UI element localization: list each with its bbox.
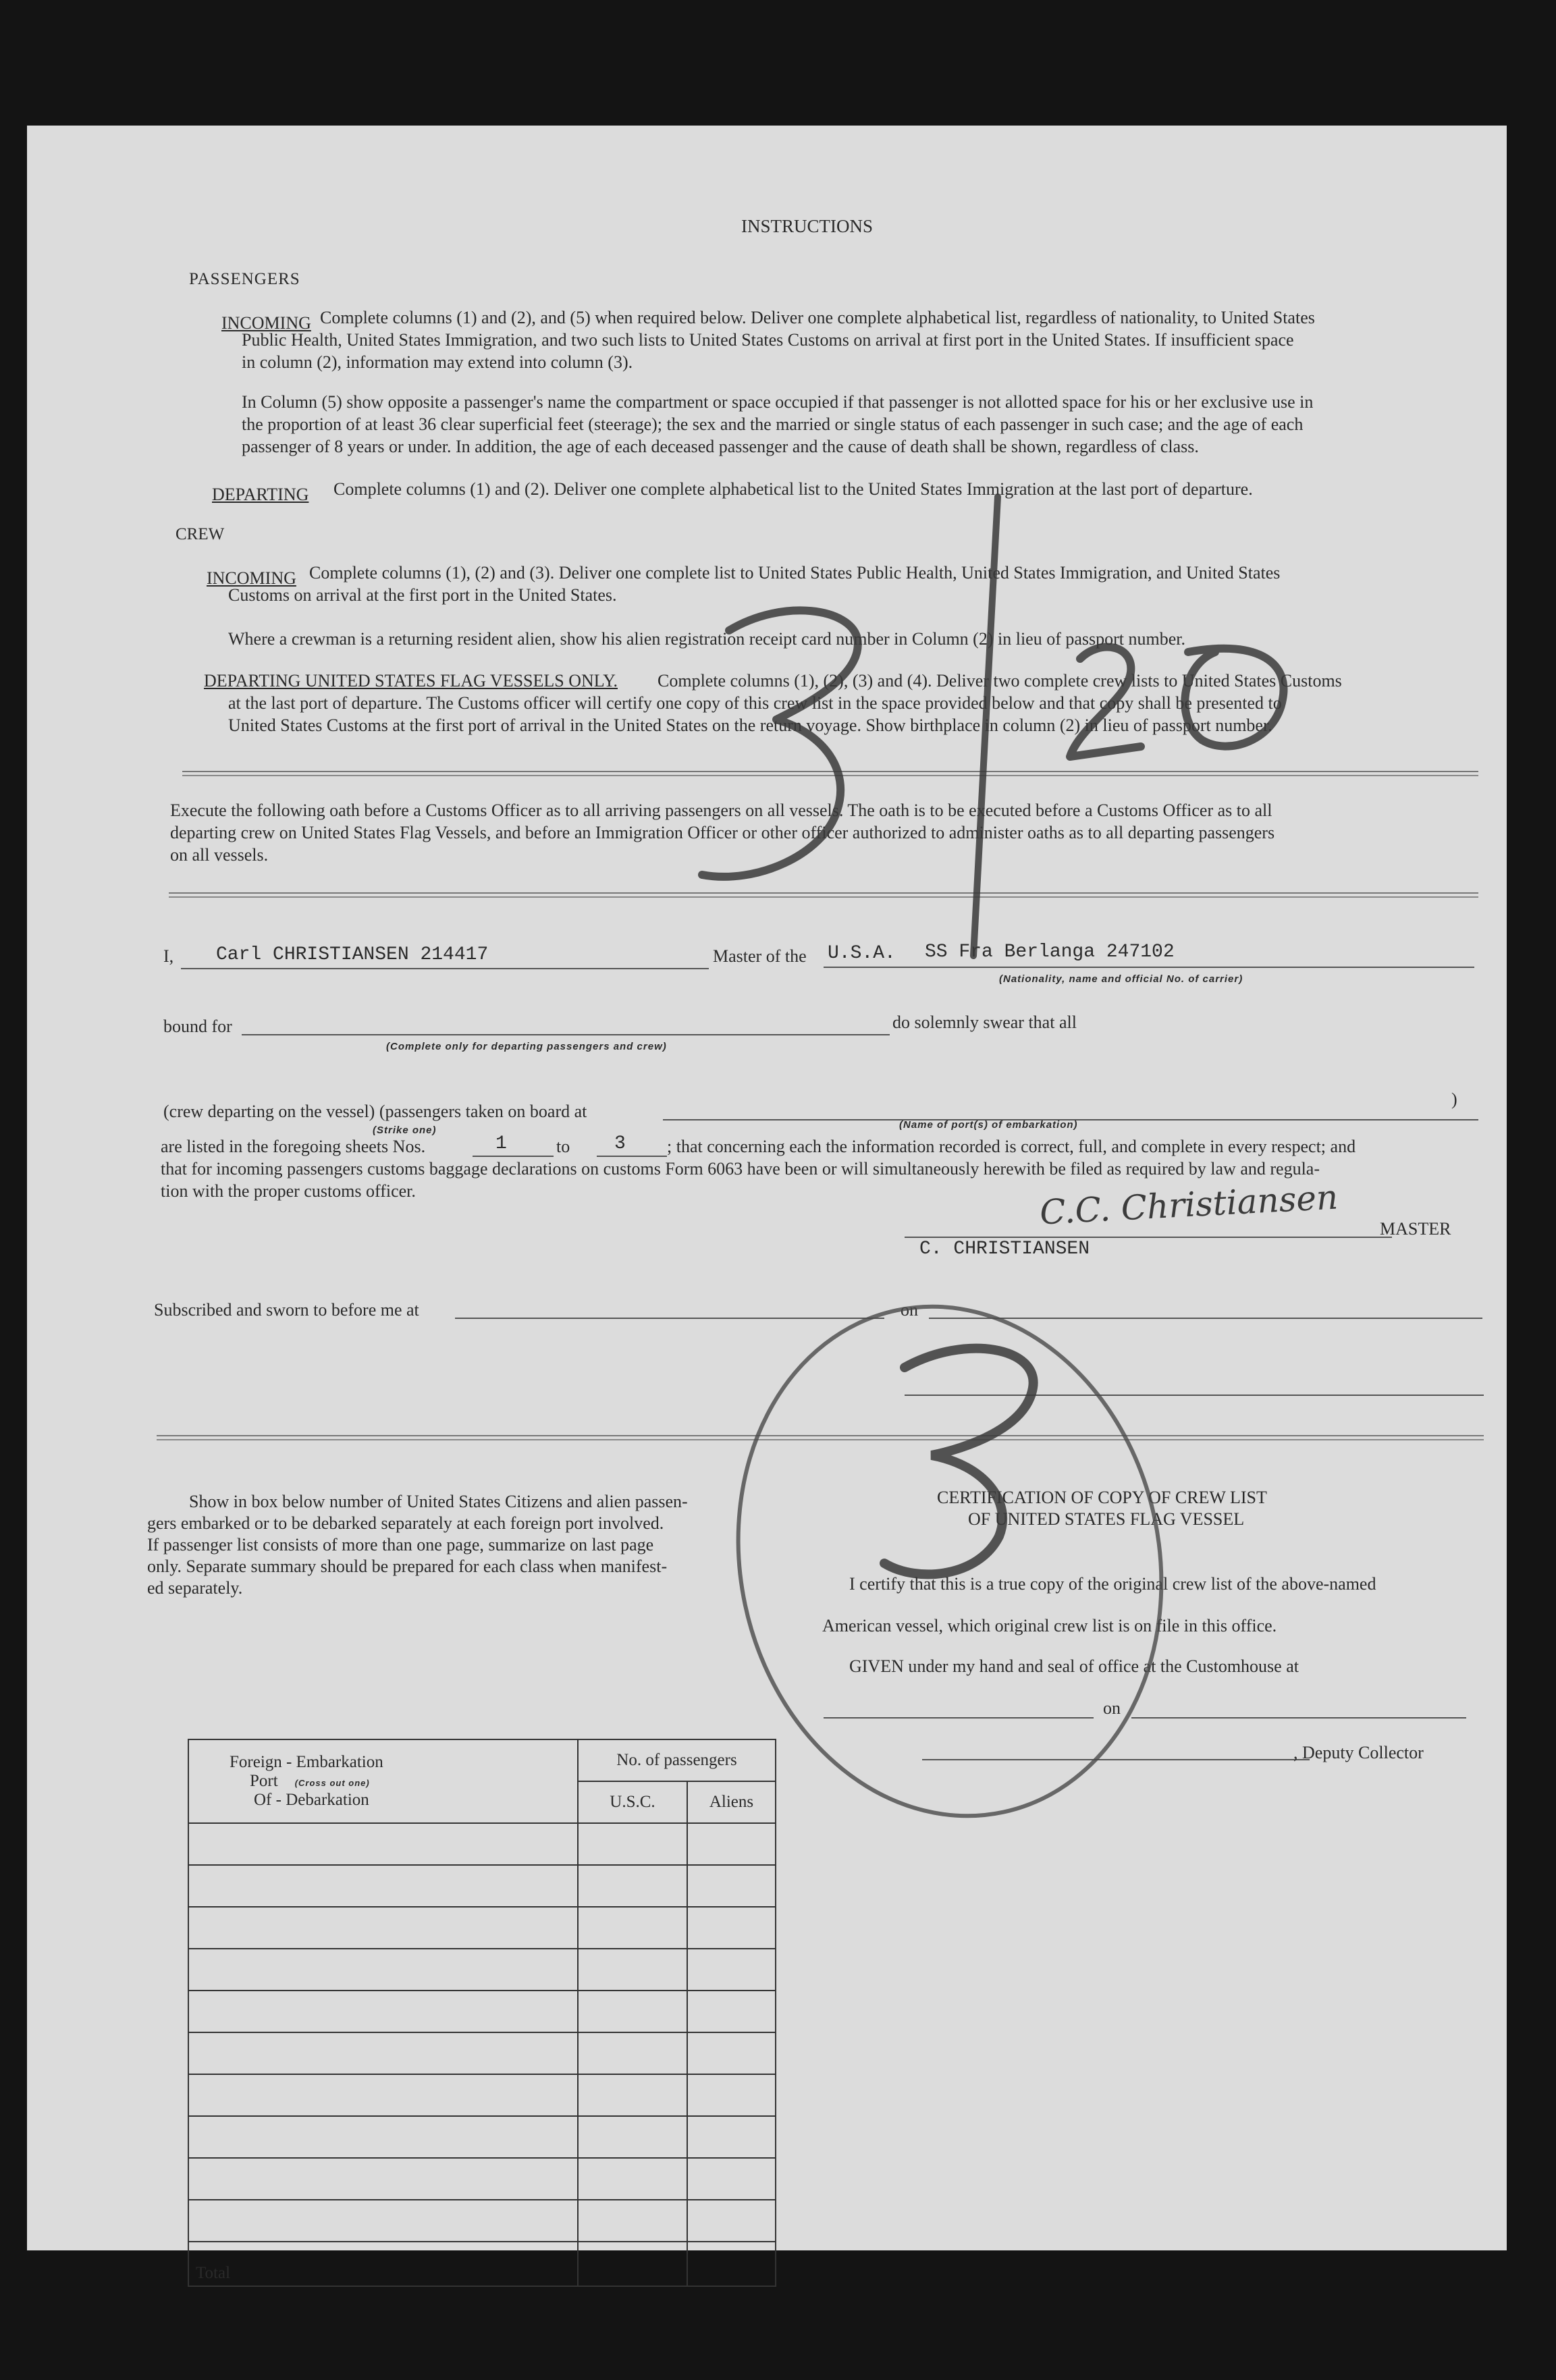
crew-incoming-label: INCOMING xyxy=(207,568,296,588)
total-label: Total xyxy=(188,2242,578,2286)
vessel-name-field: SS Fra Berlanga 247102 xyxy=(925,942,1175,963)
crew-departing-text: Complete columns (1), (2), (3) and (4). Deliver two complete crew lists to United States Customs xyxy=(658,671,1342,691)
close-paren: ) xyxy=(1451,1089,1457,1109)
subscribed-on-label: on xyxy=(901,1300,918,1320)
sheets-prefix-text: are listed in the foregoing sheets Nos. xyxy=(161,1137,426,1156)
certification-title: CERTIFICATION OF COPY OF CREW LIST xyxy=(937,1488,1267,1507)
master-label: MASTER xyxy=(1380,1219,1451,1239)
baggage-text: that for incoming passengers customs baggage declarations on customs Form 6063 have been or will simultaneously herewith be filed as required by law and regula- xyxy=(161,1159,1320,1179)
master-of-label: Master of the xyxy=(713,946,807,966)
summary-note-text: ed separately. xyxy=(147,1578,243,1598)
instructions-title: INSTRUCTIONS xyxy=(741,216,874,236)
bound-caption: (Complete only for departing passengers and crew) xyxy=(386,1041,667,1052)
passengers-incoming-text: Public Health, United States Immigration, and two such lists to United States Customs on arrival at first port in the United States. If insufficient space xyxy=(242,330,1294,350)
sheet-from-field: 1 xyxy=(495,1133,507,1154)
column5-text: In Column (5) show opposite a passenger's name the compartment or space occupied if that passenger is not allotted space for his or her exclusive use in xyxy=(242,392,1314,412)
summary-note-text: Show in box below number of United States Citizens and alien passen- xyxy=(189,1492,688,1511)
certification-on-label: on xyxy=(1103,1698,1121,1718)
officer-text: tion with the proper customs officer. xyxy=(161,1181,416,1201)
sheets-suffix-text: ; that concerning each the information recorded is correct, full, and complete in every respect; and xyxy=(667,1137,1356,1156)
crew-resident-text: Where a crewman is a returning resident alien, show his alien registration receipt card number in Column (2) in lieu of passport number. xyxy=(228,629,1186,649)
port-caption: (Name of port(s) of embarkation) xyxy=(899,1119,1078,1131)
passengers-heading: PASSENGERS xyxy=(189,270,300,288)
crew-departing-text: United States Customs at the first port of arrival in the United States on the return voyage. Show birthplace in column (2) in lieu of passport number. xyxy=(228,715,1272,735)
crew-departing-label: DEPARTING UNITED STATES FLAG VESSELS ONLY. xyxy=(204,671,618,691)
document-page xyxy=(27,126,1507,2282)
passengers-incoming-text: in column (2), information may extend into column (3). xyxy=(242,352,633,372)
header-aliens: Aliens xyxy=(687,1781,776,1823)
handwritten-20-stroke xyxy=(1070,647,1283,757)
header-cross: (Cross out one) xyxy=(294,1778,370,1788)
sheet-to-field: 3 xyxy=(614,1133,626,1154)
header-foreign: Foreign - Embarkation xyxy=(230,1753,383,1771)
master-signature: C.C. Christiansen xyxy=(1038,1177,1339,1233)
swear-text: do solemnly swear that all xyxy=(892,1012,1077,1032)
typed-master-name: C. CHRISTIANSEN xyxy=(919,1239,1090,1260)
header-port: Port xyxy=(250,1772,278,1790)
crew-heading: CREW xyxy=(176,525,225,543)
to-label: to xyxy=(556,1137,570,1156)
oath-intro-text: Execute the following oath before a Customs Officer as to all arriving passengers on all vessels. The oath is to be executed before a Customs Officer as to all xyxy=(170,801,1272,820)
passengers-departing-label: DEPARTING xyxy=(212,485,309,504)
crew-departing-oath-text: (crew departing on the vessel) (passengers taken on board at xyxy=(163,1102,587,1121)
handwritten-circled-3 xyxy=(884,1349,1034,1575)
oath-intro-text: departing crew on United States Flag Vessels, and before an Immigration Officer or other officer authorized to administer oaths as to all departing passengers xyxy=(170,823,1275,842)
vessel-nationality-field: U.S.A. xyxy=(828,943,896,964)
passengers-incoming-text: Complete columns (1) and (2), and (5) when required below. Deliver one complete alphabetical list, regardless of nationality, to United States xyxy=(320,308,1315,327)
summary-note-text: gers embarked or to be debarked separately at each foreign port involved. xyxy=(147,1513,664,1533)
crew-incoming-text: Complete columns (1), (2) and (3). Deliver one complete list to United States Public Health, United States Immigration, and United States xyxy=(309,563,1281,583)
oath-i-label: I, xyxy=(163,946,174,966)
oath-intro-text: on all vessels. xyxy=(170,845,269,865)
summary-note-text: only. Separate summary should be prepared for each class when manifest- xyxy=(147,1557,668,1576)
vessel-caption: (Nationality, name and official No. of carrier) xyxy=(999,973,1243,985)
passengers-incoming-label: INCOMING xyxy=(221,313,311,333)
master-name-field: Carl CHRISTIANSEN 214417 xyxy=(216,944,489,965)
handwritten-marks xyxy=(27,126,1507,2250)
column5-text: passenger of 8 years or under. In addition, the age of each deceased passenger and the cause of death shall be shown, regardless of class. xyxy=(242,437,1199,456)
header-no-passengers: No. of passengers xyxy=(578,1739,776,1781)
subscribed-label: Subscribed and sworn to before me at xyxy=(154,1300,419,1320)
passengers-departing-text: Complete columns (1) and (2). Deliver one complete alphabetical list to the United States Immigration at the last port of departure. xyxy=(333,479,1253,499)
strike-caption: (Strike one) xyxy=(373,1125,437,1136)
certification-text: American vessel, which original crew list is on file in this office. xyxy=(822,1616,1277,1635)
header-usc: U.S.C. xyxy=(578,1781,687,1823)
certification-text: GIVEN under my hand and seal of office at the Customhouse at xyxy=(849,1656,1299,1676)
summary-note-text: If passenger list consists of more than one page, summarize on last page xyxy=(147,1535,654,1554)
deputy-collector-label: , Deputy Collector xyxy=(1293,1743,1424,1762)
certification-text: I certify that this is a true copy of the original crew list of the above-named xyxy=(849,1574,1376,1594)
crew-departing-text: at the last port of departure. The Customs officer will certify one copy of this crew list in the space provided below and that copy shall be presented to xyxy=(228,693,1282,713)
crew-incoming-text: Customs on arrival at the first port in the United States. xyxy=(228,585,617,605)
bound-for-label: bound for xyxy=(163,1017,232,1036)
handwritten-3-stroke xyxy=(702,610,858,876)
handwritten-slash-stroke xyxy=(973,497,998,956)
column5-text: the proportion of at least 36 clear superficial feet (steerage); the sex and the married or single status of each passenger in such case; and the age of each xyxy=(242,414,1304,434)
header-of: Of - Debarkation xyxy=(254,1791,369,1809)
certification-title: OF UNITED STATES FLAG VESSEL xyxy=(968,1509,1245,1529)
